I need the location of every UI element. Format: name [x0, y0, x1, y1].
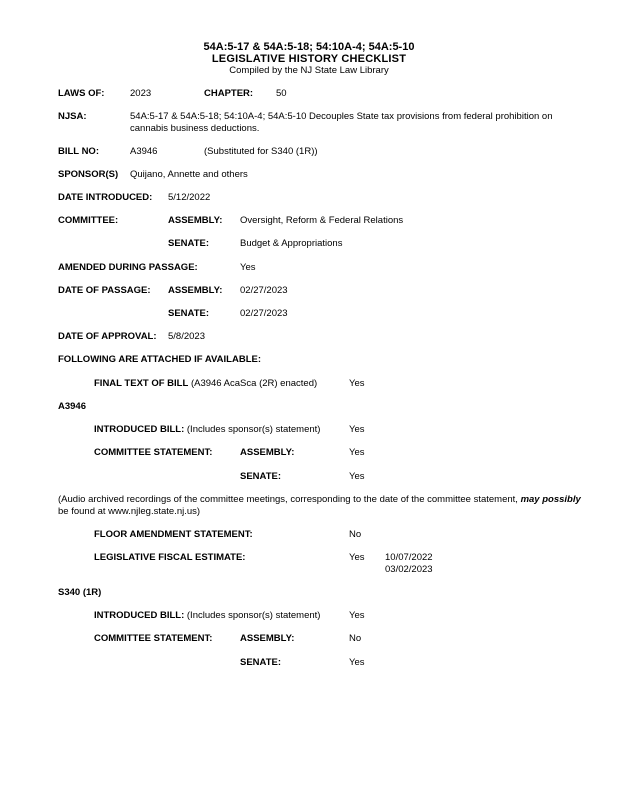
audio-note-line-2: be found at www.njleg.state.nj.us) — [58, 506, 201, 517]
njsa-line-2: cannabis business deductions. — [130, 123, 260, 134]
passage-senate-label: SENATE: — [168, 308, 209, 319]
final-text-note: (A3946 AcaSca (2R) enacted) — [190, 378, 318, 389]
a3946-senate-label: SENATE: — [240, 471, 281, 482]
committee-assembly-label: ASSEMBLY: — [168, 215, 223, 226]
passage-assembly-label: ASSEMBLY: — [168, 285, 223, 296]
chapter-label: CHAPTER: — [204, 88, 254, 99]
a3946-senate-value: Yes — [349, 471, 365, 482]
fiscal-estimate-date-1: 10/07/2022 — [385, 552, 433, 563]
a3946-assembly-value: Yes — [349, 447, 365, 458]
s340-introduced-value: Yes — [349, 610, 365, 621]
a3946-assembly-label: ASSEMBLY: — [240, 447, 295, 458]
committee-senate-label: SENATE: — [168, 238, 209, 249]
date-of-approval-value: 5/8/2023 — [168, 331, 205, 342]
s340-introduced-row — [94, 610, 320, 622]
s340-senate-label: SENATE: — [240, 657, 281, 668]
sponsors-value: Quijano, Annette and others — [130, 169, 248, 180]
laws-of-value: 2023 — [130, 88, 152, 99]
committee-senate-value: Budget & Appropriations — [240, 238, 343, 249]
fiscal-estimate-date-2: 03/02/2023 — [385, 564, 433, 575]
passage-senate-value: 02/27/2023 — [240, 308, 288, 319]
date-introduced-value: 5/12/2022 — [168, 192, 211, 203]
amended-label: AMENDED DURING PASSAGE: — [58, 262, 198, 273]
date-of-approval-label: DATE OF APPROVAL: — [58, 331, 157, 342]
s340-assembly-label: ASSEMBLY: — [240, 633, 295, 644]
s340-assembly-value: No — [349, 633, 362, 644]
document-title: 54A:5-17 & 54A:5-18; 54:10A-4; 54A:5-10 — [203, 41, 415, 53]
compiled-by: Compiled by the NJ State Law Library — [229, 65, 389, 76]
s340-committee-statement-label: COMMITTEE STATEMENT: — [94, 633, 213, 644]
a3946-introduced-row — [94, 424, 320, 436]
a3946-introduced-note: (Includes sponsor(s) statement) — [186, 424, 321, 435]
date-introduced-label: DATE INTRODUCED: — [58, 192, 153, 203]
following-attached-heading: FOLLOWING ARE ATTACHED IF AVAILABLE: — [58, 354, 261, 365]
a3946-introduced-label: INTRODUCED BILL: — [94, 424, 185, 435]
passage-assembly-value: 02/27/2023 — [240, 285, 288, 296]
fiscal-estimate-label: LEGISLATIVE FISCAL ESTIMATE: — [94, 552, 246, 563]
fiscal-estimate-value: Yes — [349, 552, 365, 563]
laws-of-label: LAWS OF: — [58, 88, 105, 99]
sponsors-label: SPONSOR(S) — [58, 169, 119, 180]
a3946-introduced-value: Yes — [349, 424, 365, 435]
bill-substituted-note: (Substituted for S340 (1R)) — [204, 146, 318, 157]
floor-amendment-value: No — [349, 529, 362, 540]
committee-assembly-value: Oversight, Reform & Federal Relations — [240, 215, 404, 226]
final-text-row — [94, 378, 317, 390]
a3946-committee-statement-label: COMMITTEE STATEMENT: — [94, 447, 213, 458]
a3946-heading: A3946 — [58, 401, 86, 412]
final-text-value: Yes — [349, 378, 365, 389]
njsa-label: NJSA: — [58, 111, 87, 122]
date-of-passage-label: DATE OF PASSAGE: — [58, 285, 151, 296]
s340-introduced-note: (Includes sponsor(s) statement) — [186, 610, 321, 621]
bill-no-label: BILL NO: — [58, 146, 99, 157]
s340-heading: S340 (1R) — [58, 587, 102, 598]
final-text-label: FINAL TEXT OF BILL — [94, 378, 189, 389]
bill-no-value: A3946 — [130, 146, 158, 157]
amended-value: Yes — [240, 262, 256, 273]
document-subtitle: LEGISLATIVE HISTORY CHECKLIST — [211, 53, 407, 65]
s340-introduced-label: INTRODUCED BILL: — [94, 610, 185, 621]
floor-amendment-label: FLOOR AMENDMENT STATEMENT: — [94, 529, 253, 540]
audio-note-text: (Audio archived recordings of the committee meetings, corresponding to the date of the committee statement, — [58, 494, 521, 505]
committee-label: COMMITTEE: — [58, 215, 119, 226]
audio-note-line-1 — [58, 494, 581, 506]
chapter-value: 50 — [276, 88, 287, 99]
s340-senate-value: Yes — [349, 657, 365, 668]
njsa-line-1: 54A:5-17 & 54A:5-18; 54:10A-4; 54A:5-10 Decouples State tax provisions from federal prohibition on — [130, 111, 553, 122]
audio-note-emphasis: may possibly — [520, 494, 581, 505]
